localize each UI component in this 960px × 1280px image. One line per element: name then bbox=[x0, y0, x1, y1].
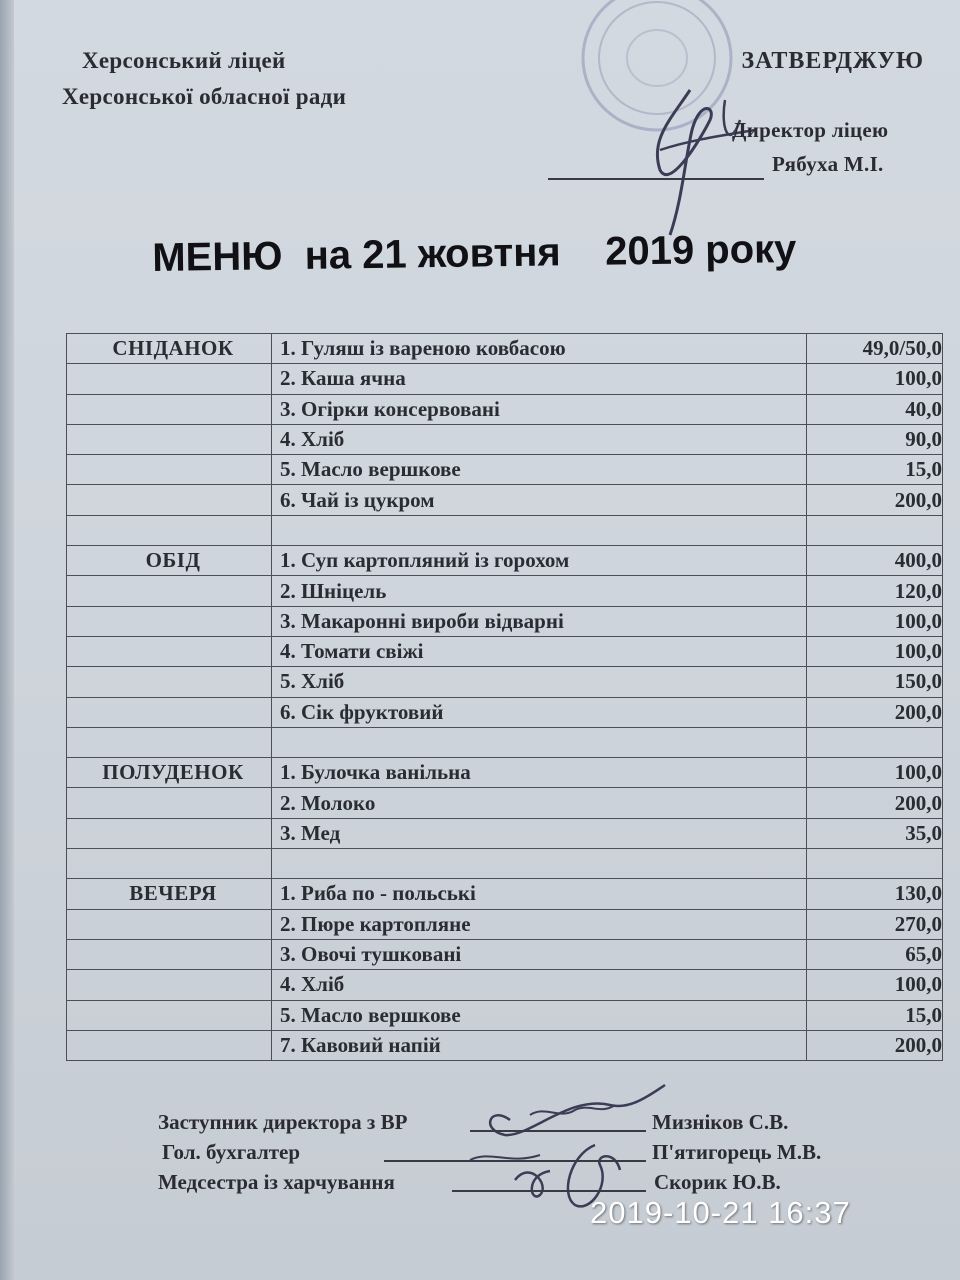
meal-category-cell bbox=[67, 1000, 272, 1030]
meal-category-cell bbox=[67, 606, 272, 636]
meal-category-cell bbox=[67, 667, 272, 697]
dish-name: 4. Хліб bbox=[272, 970, 807, 1000]
dish-name: 3. Мед bbox=[272, 818, 807, 848]
meal-category-cell bbox=[67, 364, 272, 394]
dish-name: 2. Каша ячна bbox=[272, 364, 807, 394]
meal-category-cell bbox=[67, 1030, 272, 1060]
dish-portion: 200,0 bbox=[807, 1030, 943, 1060]
organization-line-1: Херсонський ліцей bbox=[82, 48, 286, 73]
table-row bbox=[67, 758, 943, 788]
table-row bbox=[67, 1000, 943, 1030]
approval-heading: ЗАТВЕРДЖУЮ bbox=[741, 48, 924, 74]
dish-portion: 100,0 bbox=[807, 364, 943, 394]
meal-category-cell bbox=[67, 485, 272, 515]
photo-timestamp: 2019-10-21 16:37 bbox=[590, 1195, 851, 1230]
meal-category-cell bbox=[67, 939, 272, 969]
dish-portion: 130,0 bbox=[807, 879, 943, 909]
meal-category-cell bbox=[67, 697, 272, 727]
table-row bbox=[67, 485, 943, 515]
meal-category-lunch: ОБІД bbox=[67, 546, 272, 576]
table-row bbox=[67, 818, 943, 848]
dish-name: 1. Булочка ванільна bbox=[272, 758, 807, 788]
meal-category-cell bbox=[67, 455, 272, 485]
table-row bbox=[67, 364, 943, 394]
meal-category-cell bbox=[67, 970, 272, 1000]
dish-name: 5. Масло вершкове bbox=[272, 1000, 807, 1030]
empty-cell bbox=[272, 849, 807, 879]
meal-category-cell bbox=[67, 576, 272, 606]
spacer-row bbox=[67, 727, 943, 757]
table-row bbox=[67, 636, 943, 666]
footer-name-nurse: Скорик Ю.В. bbox=[654, 1170, 781, 1194]
meal-category-cell bbox=[67, 394, 272, 424]
table-row bbox=[67, 576, 943, 606]
dish-portion: 200,0 bbox=[807, 485, 943, 515]
table-row bbox=[67, 334, 943, 364]
dish-portion: 49,0/50,0 bbox=[807, 334, 943, 364]
meal-category-cell bbox=[67, 636, 272, 666]
empty-cell bbox=[807, 849, 943, 879]
footer-signature-line-3 bbox=[452, 1190, 646, 1192]
empty-cell bbox=[67, 515, 272, 545]
table-row bbox=[67, 909, 943, 939]
meal-category-snack: ПОЛУДЕНОК bbox=[67, 758, 272, 788]
dish-name: 5. Масло вершкове bbox=[272, 455, 807, 485]
table-row bbox=[67, 879, 943, 909]
table-row bbox=[67, 424, 943, 454]
dish-name: 1. Суп картопляний із горохом bbox=[272, 546, 807, 576]
dish-portion: 65,0 bbox=[807, 939, 943, 969]
page-title: МЕНЮ на 21 жовтня 2019 року bbox=[152, 227, 797, 280]
dish-name: 2. Пюре картопляне bbox=[272, 909, 807, 939]
table-row bbox=[67, 970, 943, 1000]
table-row bbox=[67, 606, 943, 636]
meal-category-cell bbox=[67, 909, 272, 939]
dish-name: 4. Хліб bbox=[272, 424, 807, 454]
meal-category-cell bbox=[67, 788, 272, 818]
table-row bbox=[67, 394, 943, 424]
footer-role-nurse: Медсестра із харчування bbox=[158, 1170, 395, 1194]
dish-portion: 150,0 bbox=[807, 667, 943, 697]
meal-category-cell bbox=[67, 424, 272, 454]
footer-name-deputy: Мизніков С.В. bbox=[652, 1110, 789, 1134]
empty-cell bbox=[67, 849, 272, 879]
dish-portion: 90,0 bbox=[807, 424, 943, 454]
dish-name: 2. Шніцель bbox=[272, 576, 807, 606]
dish-name: 2. Молоко bbox=[272, 788, 807, 818]
dish-name: 3. Огірки консервовані bbox=[272, 394, 807, 424]
dish-name: 6. Чай із цукром bbox=[272, 485, 807, 515]
spacer-row bbox=[67, 515, 943, 545]
dish-name: 4. Томати свіжі bbox=[272, 636, 807, 666]
table-row bbox=[67, 788, 943, 818]
dish-portion: 100,0 bbox=[807, 758, 943, 788]
table-row bbox=[67, 455, 943, 485]
dish-portion: 15,0 bbox=[807, 1000, 943, 1030]
table-row bbox=[67, 939, 943, 969]
dish-name: 6. Сік фруктовий bbox=[272, 697, 807, 727]
dish-portion: 100,0 bbox=[807, 636, 943, 666]
empty-cell bbox=[807, 515, 943, 545]
dish-name: 1. Риба по - польські bbox=[272, 879, 807, 909]
organization-line-2: Херсонської обласної ради bbox=[62, 84, 347, 109]
dish-portion: 100,0 bbox=[807, 970, 943, 1000]
dish-name: 3. Макаронні вироби відварні bbox=[272, 606, 807, 636]
dish-portion: 270,0 bbox=[807, 909, 943, 939]
dish-name: 7. Кавовий напій bbox=[272, 1030, 807, 1060]
menu-table bbox=[66, 333, 943, 1061]
paper-shadow-edge bbox=[0, 0, 14, 1280]
footer-name-accountant: П'ятигорець М.В. bbox=[652, 1140, 822, 1164]
dish-name: 5. Хліб bbox=[272, 667, 807, 697]
footer-signatures-icon bbox=[450, 1075, 680, 1215]
director-signature-icon bbox=[630, 80, 760, 240]
dish-portion: 400,0 bbox=[807, 546, 943, 576]
empty-cell bbox=[272, 515, 807, 545]
dish-portion: 100,0 bbox=[807, 606, 943, 636]
dish-portion: 120,0 bbox=[807, 576, 943, 606]
table-row bbox=[67, 667, 943, 697]
empty-cell bbox=[807, 727, 943, 757]
dish-name: 3. Овочі тушковані bbox=[272, 939, 807, 969]
meal-category-dinner: ВЕЧЕРЯ bbox=[67, 879, 272, 909]
dish-portion: 200,0 bbox=[807, 697, 943, 727]
table-row bbox=[67, 546, 943, 576]
footer-signature-line-2 bbox=[384, 1160, 646, 1162]
meal-category-cell bbox=[67, 818, 272, 848]
empty-cell bbox=[67, 727, 272, 757]
dish-name: 1. Гуляш із вареною ковбасою bbox=[272, 334, 807, 364]
director-signature-line bbox=[548, 178, 764, 180]
dish-portion: 200,0 bbox=[807, 788, 943, 818]
director-title: Директор ліцею bbox=[732, 118, 889, 142]
spacer-row bbox=[67, 849, 943, 879]
meal-category-breakfast: СНІДАНОК bbox=[67, 334, 272, 364]
table-row bbox=[67, 1030, 943, 1060]
footer-role-deputy: Заступник директора з ВР bbox=[158, 1110, 408, 1134]
director-name: Рябуха М.І. bbox=[772, 152, 884, 176]
dish-portion: 35,0 bbox=[807, 818, 943, 848]
dish-portion: 15,0 bbox=[807, 455, 943, 485]
footer-signature-line-1 bbox=[470, 1130, 646, 1132]
empty-cell bbox=[272, 727, 807, 757]
footer-role-accountant: Гол. бухгалтер bbox=[162, 1140, 301, 1164]
table-row bbox=[67, 697, 943, 727]
dish-portion: 40,0 bbox=[807, 394, 943, 424]
